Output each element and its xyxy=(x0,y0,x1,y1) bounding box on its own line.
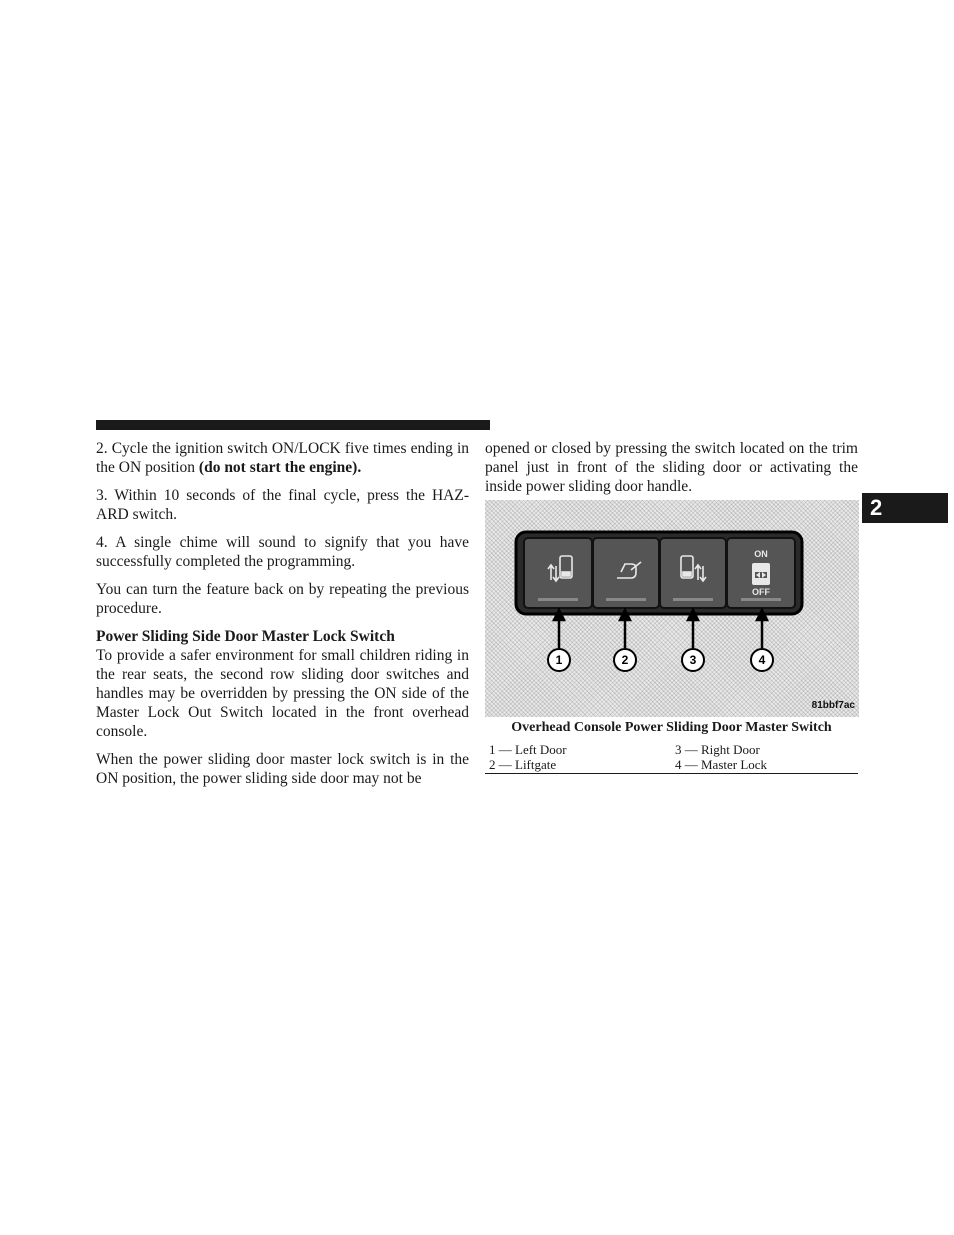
callout-label-3: 3 xyxy=(689,653,697,667)
console-illustration xyxy=(485,500,859,717)
legend-item-right-door: 3 — Right Door xyxy=(675,742,760,757)
left-column xyxy=(96,439,469,788)
chapter-tab: 2 xyxy=(862,493,948,523)
section-top-rule xyxy=(96,420,490,430)
step-3: 3. Within 10 seconds of the final cycle, press the HAZ-ARD switch. xyxy=(96,487,469,523)
switch-on-label: ON xyxy=(754,549,768,559)
legend-item-liftgate: 2 — Liftgate xyxy=(489,756,557,772)
step-2-bold: (do not start the engine). xyxy=(198,459,362,476)
step-4: 4. A single chime will sound to signify that you have successfully completed the programming. xyxy=(96,534,469,570)
left-door-indicator xyxy=(538,598,578,601)
figure-legend xyxy=(489,743,858,772)
callout-label-2: 2 xyxy=(621,653,629,667)
switch-off-label: OFF xyxy=(752,587,770,597)
section-heading: Power Sliding Side Door Master Lock Switch xyxy=(96,628,395,645)
liftgate-switch-panel xyxy=(593,538,659,608)
legend-item-master-lock: 4 — Master Lock xyxy=(675,756,768,772)
callout-label-1: 1 xyxy=(555,653,563,667)
master-lock-icon xyxy=(752,563,770,585)
left-door-switch-panel xyxy=(524,538,592,608)
callout-label-4: 4 xyxy=(758,653,766,667)
master-lock-indicator xyxy=(741,598,781,601)
safety-paragraph: To provide a safer environment for small children riding in the rear seats, the second row sliding door switches and handles may be overridden by pressing the ON side of the Master Lock Out Switch located in the front overhead console. xyxy=(96,647,469,740)
right-column xyxy=(485,439,858,496)
step-2 xyxy=(96,439,469,477)
master-lock-paragraph: When the power sliding door master lock switch is in the ON position, the power sliding side door may not be xyxy=(96,751,469,787)
figure-image-code: 81bbf7ac xyxy=(811,700,855,711)
right-door-indicator xyxy=(673,598,713,601)
figure-caption: Overhead Console Power Sliding Door Master Switch xyxy=(511,720,832,735)
legend-item-left-door: 1 — Left Door xyxy=(489,742,567,757)
liftgate-indicator xyxy=(606,598,646,601)
legend-bottom-rule xyxy=(485,773,858,774)
continued-paragraph: opened or closed by pressing the switch located on the trim panel just in front of the sliding door or activating the inside power sliding door handle. xyxy=(485,440,858,495)
repeat-paragraph: You can turn the feature back on by repeating the previous procedure. xyxy=(96,581,469,617)
overhead-console-figure xyxy=(485,500,859,717)
step-2-text: 2. Cycle the ignition switch ON/LOCK five times ending in the ON position xyxy=(96,440,469,476)
